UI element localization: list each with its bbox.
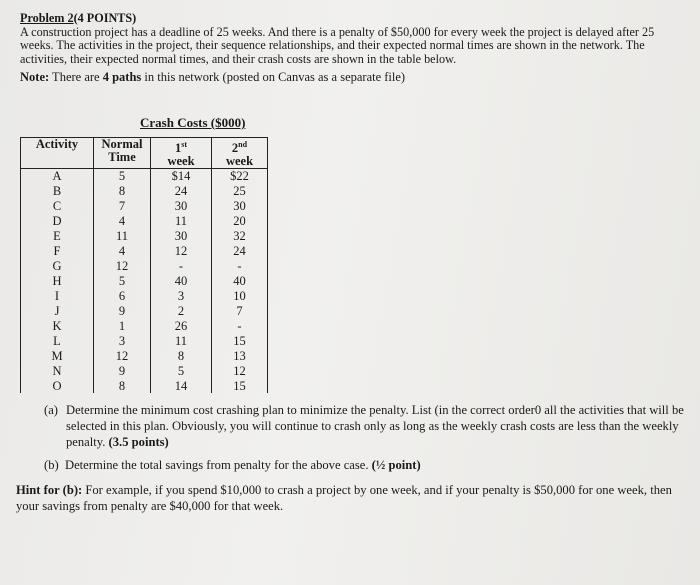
question-a-points: (3.5 points) xyxy=(105,435,169,449)
table-row xyxy=(21,334,268,349)
activity-table xyxy=(20,137,268,393)
cell-first-week: - xyxy=(151,259,212,274)
note-pre: There are xyxy=(49,70,103,84)
header-activity xyxy=(21,138,94,169)
cell-second-week: 15 xyxy=(212,334,268,349)
header-first-week xyxy=(151,138,212,169)
cell-first-week: 3 xyxy=(151,289,212,304)
header-first-line2: week xyxy=(167,154,195,169)
cell-normal-time: 12 xyxy=(94,259,151,274)
problem-title-underlined: Problem 2 xyxy=(20,11,74,25)
cell-second-week: 30 xyxy=(212,199,268,214)
question-b-label: (b) xyxy=(44,458,59,472)
header-first-num: 1 xyxy=(174,141,182,156)
cell-activity: C xyxy=(21,199,94,214)
cell-activity: N xyxy=(21,364,94,379)
table-row xyxy=(21,229,268,244)
cell-second-week: 25 xyxy=(212,184,268,199)
note-label: Note: xyxy=(20,70,50,84)
cell-activity: I xyxy=(21,289,94,304)
cell-activity: L xyxy=(21,334,94,349)
cell-activity: H xyxy=(21,274,94,289)
cell-activity: D xyxy=(21,214,94,229)
note-line xyxy=(20,70,405,85)
cell-first-week: 30 xyxy=(151,199,212,214)
cell-normal-time: 5 xyxy=(94,169,151,184)
question-a-text: Determine the minimum cost crashing plan to minimize the penalty. List (in the correct order0 all the activities that will be selected in this plan. Obviously, you will continue to crash only as long as the weekly crash costs are less than the weekly penalty. xyxy=(66,403,684,449)
cell-second-week: 40 xyxy=(212,274,268,289)
cell-first-week: 40 xyxy=(151,274,212,289)
question-a xyxy=(44,402,684,450)
hint-text: For example, if you spend $10,000 to crash a project by one week, and if your penalty is $50,000 for one week, then your savings from penalty are $40,000 for that week. xyxy=(16,483,672,513)
cell-first-week: 5 xyxy=(151,364,212,379)
header-activity-label: Activity xyxy=(35,137,79,151)
question-b xyxy=(44,458,421,473)
cell-normal-time: 8 xyxy=(94,379,151,394)
problem-title-rest: (4 POINTS) xyxy=(73,11,137,25)
cell-second-week: 7 xyxy=(212,304,268,319)
header-second-line2: week xyxy=(225,154,254,169)
cell-normal-time: 1 xyxy=(94,319,151,334)
hint-paragraph xyxy=(16,482,686,514)
cell-normal-time: 9 xyxy=(94,364,151,379)
note-post: in this network (posted on Canvas as a separate file) xyxy=(141,70,406,84)
table-row xyxy=(21,349,268,364)
question-a-body xyxy=(66,402,684,450)
cell-activity: A xyxy=(21,169,94,184)
table-row xyxy=(21,199,268,214)
question-a-label: (a) xyxy=(44,403,58,417)
table-row xyxy=(21,259,268,274)
cell-activity: E xyxy=(21,229,94,244)
cell-second-week: 24 xyxy=(212,244,268,259)
table-row xyxy=(21,379,268,394)
header-second-week xyxy=(212,138,268,169)
cell-normal-time: 4 xyxy=(94,244,151,259)
cell-second-week: - xyxy=(212,259,268,274)
cell-first-week: 11 xyxy=(151,334,212,349)
table-body xyxy=(21,169,268,394)
cell-first-week: 24 xyxy=(151,184,212,199)
cell-normal-time: 4 xyxy=(94,214,151,229)
cell-first-week: 30 xyxy=(151,229,212,244)
cell-activity: J xyxy=(21,304,94,319)
cell-second-week: 32 xyxy=(212,229,268,244)
table-row xyxy=(21,184,268,199)
cell-normal-time: 5 xyxy=(94,274,151,289)
cell-normal-time: 11 xyxy=(94,229,151,244)
problem-description: A construction project has a deadline of 25 weeks. And there is a penalty of $50,000 for every week the project is delayed after 25 weeks. The activities in the project, their sequence relationships, and their expected normal times are shown in the network. The activities, their expected normal times, and their crash costs are shown in the table below. xyxy=(20,24,655,66)
cell-first-week: $14 xyxy=(151,169,212,184)
cell-second-week: 20 xyxy=(212,214,268,229)
cell-normal-time: 12 xyxy=(94,349,151,364)
header-second-sup: nd xyxy=(238,140,248,149)
table-row xyxy=(21,244,268,259)
header-normal-line2: Time xyxy=(108,150,136,164)
cell-activity: F xyxy=(21,244,94,259)
cell-second-week: $22 xyxy=(212,169,268,184)
cell-normal-time: 7 xyxy=(94,199,151,214)
cell-normal-time: 9 xyxy=(94,304,151,319)
hint-label: Hint for (b): xyxy=(16,483,83,497)
cell-activity: O xyxy=(21,379,94,394)
cell-activity: K xyxy=(21,319,94,334)
problem-intro xyxy=(20,12,685,66)
table-row xyxy=(21,214,268,229)
table-row xyxy=(21,304,268,319)
cell-second-week: 13 xyxy=(212,349,268,364)
cell-normal-time: 3 xyxy=(94,334,151,349)
cell-first-week: 14 xyxy=(151,379,212,394)
cell-second-week: 12 xyxy=(212,364,268,379)
table-row xyxy=(21,319,268,334)
cell-first-week: 2 xyxy=(151,304,212,319)
table-row xyxy=(21,364,268,379)
cell-first-week: 11 xyxy=(151,214,212,229)
cell-second-week: - xyxy=(212,319,268,334)
cell-activity: M xyxy=(21,349,94,364)
table-row xyxy=(21,169,268,184)
header-normal-line1: Normal xyxy=(101,137,143,151)
header-second-num: 2 xyxy=(231,141,239,156)
question-b-text: Determine the total savings from penalty for the above case. xyxy=(64,458,369,472)
header-first-sup: st xyxy=(181,140,188,149)
cell-activity: B xyxy=(21,184,94,199)
cell-second-week: 15 xyxy=(212,379,268,394)
cell-second-week: 10 xyxy=(212,289,268,304)
table-row xyxy=(21,289,268,304)
note-bold: 4 paths xyxy=(102,70,142,84)
header-normal-time xyxy=(94,138,151,169)
cell-first-week: 12 xyxy=(151,244,212,259)
crash-costs-caption: Crash Costs ($000) xyxy=(140,115,246,130)
question-b-points: (½ point) xyxy=(368,458,421,472)
cell-first-week: 8 xyxy=(151,349,212,364)
cell-normal-time: 8 xyxy=(94,184,151,199)
cell-first-week: 26 xyxy=(151,319,212,334)
cell-activity: G xyxy=(21,259,94,274)
problem-title xyxy=(20,11,136,25)
cell-normal-time: 6 xyxy=(94,289,151,304)
table-row xyxy=(21,274,268,289)
